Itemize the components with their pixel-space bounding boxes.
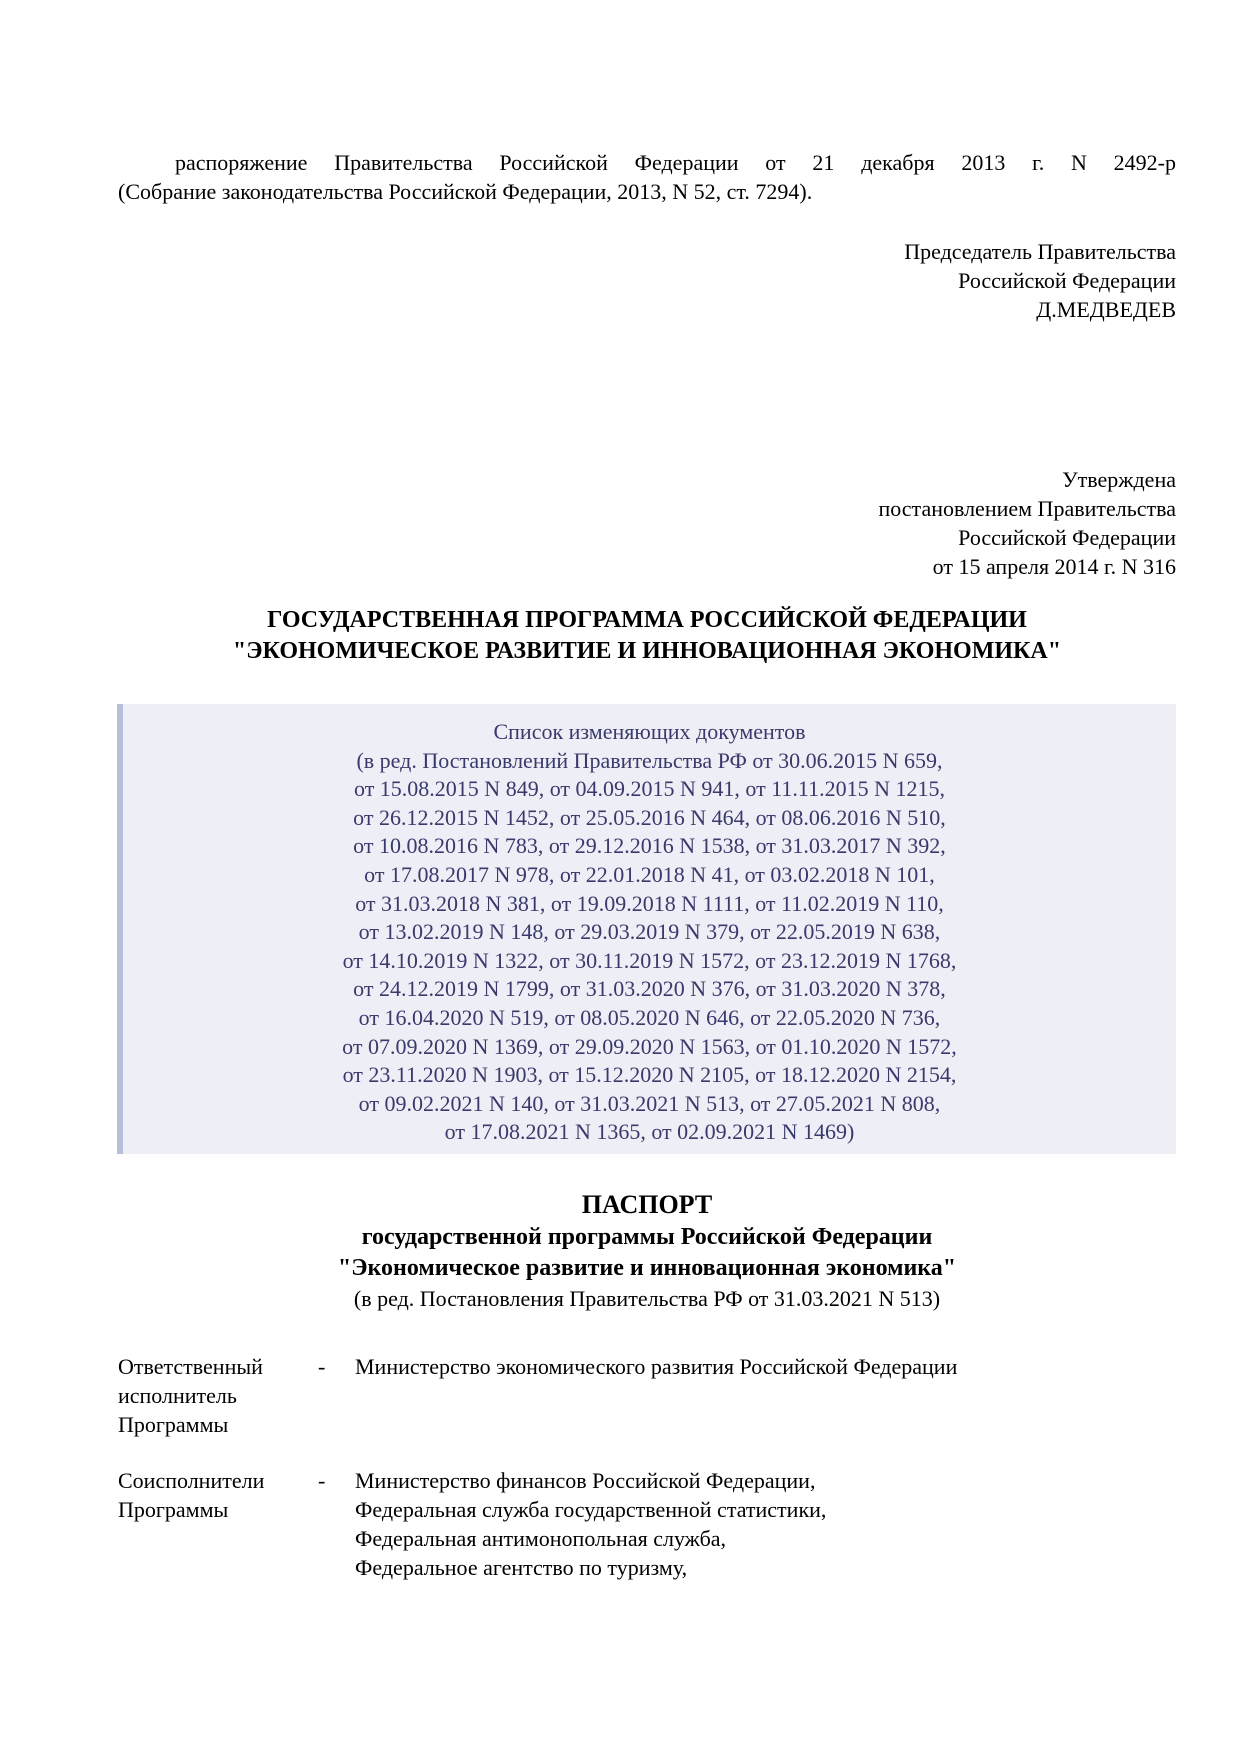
- row-label-line: Ответственный: [118, 1354, 263, 1379]
- amendments-line: (в ред. Постановлений Правительства РФ от 30.06.2015 N 659,: [356, 747, 943, 773]
- amendments-line: от 16.04.2020 N 519, от 08.05.2020 N 646, от 22.05.2020 N 736,: [358, 1004, 941, 1030]
- passport-note: (в ред. Постановления Правительства РФ от 31.03.2021 N 513): [353, 1286, 941, 1311]
- amendments-line: от 09.02.2021 N 140, от 31.03.2021 N 513, от 27.05.2021 N 808,: [358, 1090, 941, 1116]
- row-value-line: Федеральное агентство по туризму,: [355, 1555, 688, 1580]
- amendments-line: от 13.02.2019 N 148, от 29.03.2019 N 379, от 22.05.2019 N 638,: [358, 919, 941, 945]
- amendments-line: от 17.08.2021 N 1365, от 02.09.2021 N 1469): [444, 1119, 855, 1145]
- passport-subtitle-line: "Экономическое развитие и инновационная экономика": [337, 1255, 957, 1281]
- amendments-line: от 26.12.2015 N 1452, от 25.05.2016 N 464, от 08.06.2016 N 510,: [353, 804, 946, 830]
- row-value: [355, 1466, 1175, 1582]
- approval-line: от 15 апреля 2014 г. N 316: [932, 554, 1176, 579]
- intro-line: распоряжение Правительства Российской Федерации от 21 декабря 2013 г. N 2492-р: [175, 150, 1176, 175]
- row-value-line: Федеральная антимонопольная служба,: [355, 1526, 727, 1551]
- row-label: [118, 1352, 298, 1439]
- amendments-line: от 14.10.2019 N 1322, от 30.11.2019 N 1572, от 23.12.2019 N 1768,: [342, 947, 957, 973]
- program-title-line: ГОСУДАРСТВЕННАЯ ПРОГРАММА РОССИЙСКОЙ ФЕДЕРАЦИИ: [267, 607, 1027, 633]
- passport-subtitle-line: государственной программы Российской Федерации: [361, 1224, 933, 1250]
- row-value-line: Федеральная служба государственной статистики,: [355, 1497, 827, 1522]
- signature-line: Российской Федерации: [958, 268, 1176, 293]
- approval-line: постановлением Правительства: [878, 496, 1176, 521]
- row-label-line: Программы: [118, 1497, 229, 1522]
- program-title-line: "ЭКОНОМИЧЕСКОЕ РАЗВИТИЕ И ИННОВАЦИОННАЯ ЭКОНОМИКА": [232, 638, 1062, 664]
- row-value: [355, 1352, 1175, 1381]
- signature-line: Председатель Правительства: [904, 239, 1176, 264]
- intro-line: (Собрание законодательства Российской Федерации, 2013, N 52, ст. 7294).: [118, 179, 813, 204]
- amendments-line: от 15.08.2015 N 849, от 04.09.2015 N 941, от 11.11.2015 N 1215,: [353, 776, 945, 802]
- amendments-line: от 31.03.2018 N 381, от 19.09.2018 N 1111, от 11.02.2019 N 110,: [355, 890, 944, 916]
- approval-line: Утверждена: [1062, 467, 1176, 492]
- amendments-line: от 23.11.2020 N 1903, от 15.12.2020 N 2105, от 18.12.2020 N 2154,: [342, 1062, 957, 1088]
- amendments-line: от 07.09.2020 N 1369, от 29.09.2020 N 1563, от 01.10.2020 N 1572,: [342, 1033, 957, 1059]
- row-label-line: исполнитель: [118, 1383, 237, 1408]
- row-dash: -: [318, 1354, 326, 1379]
- signature-block: [904, 237, 1176, 324]
- signature-name: Д.МЕДВЕДЕВ: [1036, 297, 1176, 322]
- approval-stamp: [878, 465, 1176, 581]
- amendments-heading: Список изменяющих документов: [493, 719, 806, 744]
- row-dash: -: [318, 1468, 326, 1493]
- passport-title: ПАСПОРТ: [581, 1190, 713, 1219]
- intro-paragraph: [118, 148, 1176, 206]
- row-value-line: Министерство финансов Российской Федерации,: [355, 1468, 816, 1493]
- row-label-line: Программы: [118, 1412, 229, 1437]
- amendments-line: от 24.12.2019 N 1799, от 31.03.2020 N 376, от 31.03.2020 N 378,: [353, 976, 946, 1002]
- amendments-line: от 10.08.2016 N 783, от 29.12.2016 N 1538, от 31.03.2017 N 392,: [353, 833, 946, 859]
- row-label-line: Соисполнители: [118, 1468, 265, 1493]
- row-value-line: Министерство экономического развития Российской Федерации: [355, 1354, 958, 1379]
- program-title: [118, 605, 1176, 667]
- amendments-line: от 17.08.2017 N 978, от 22.01.2018 N 41, от 03.02.2018 N 101,: [364, 861, 935, 887]
- row-label: [118, 1466, 298, 1524]
- passport-heading: [118, 1188, 1176, 1313]
- approval-line: Российской Федерации: [958, 525, 1176, 550]
- amendments-list-box: [117, 704, 1176, 1154]
